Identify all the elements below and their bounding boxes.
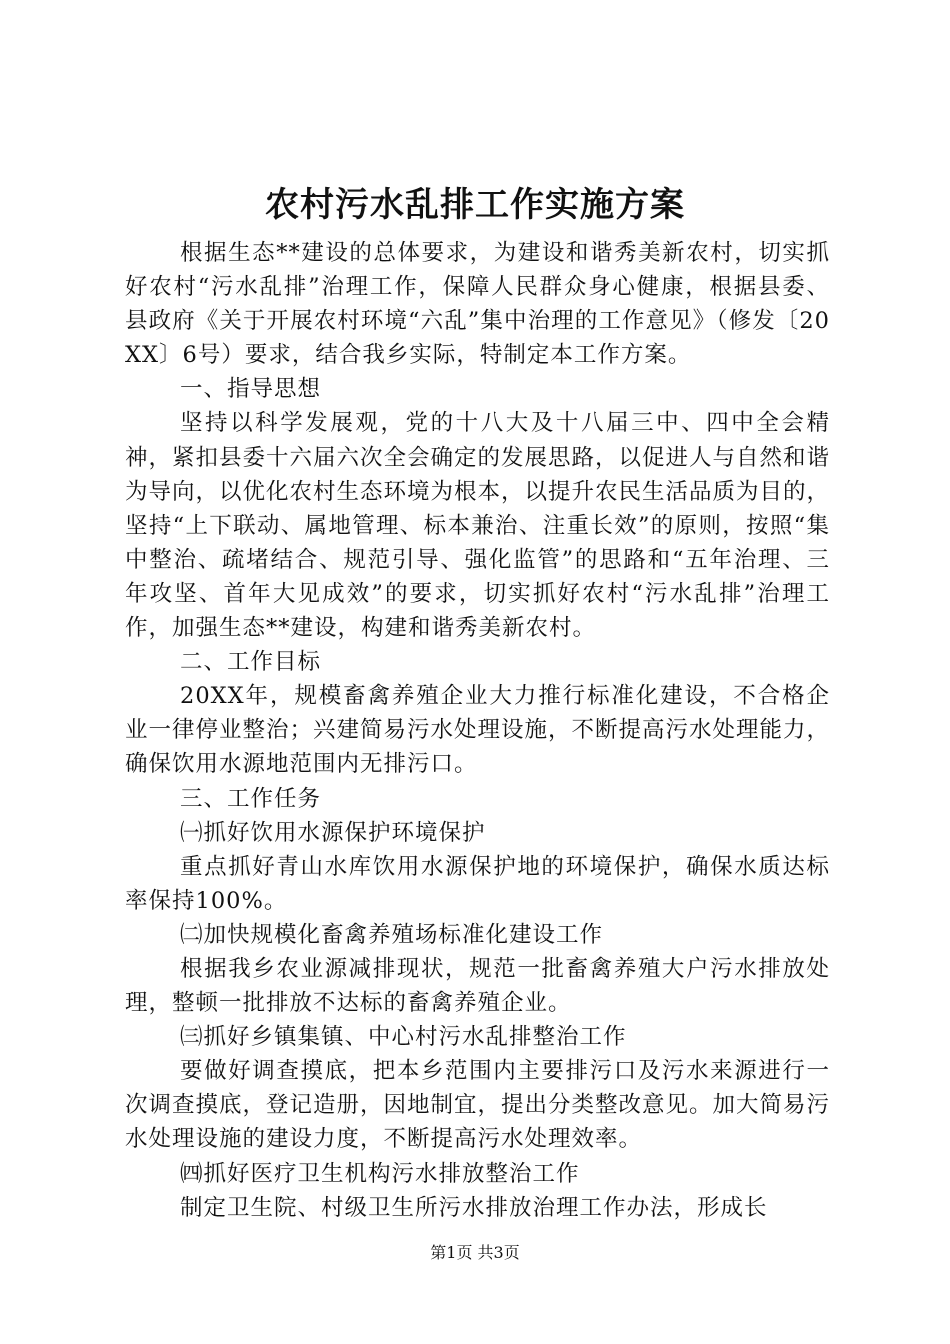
body-paragraph: 制定卫生院、村级卫生所污水排放治理工作办法，形成长 bbox=[180, 1194, 768, 1221]
document-title: 农村污水乱排工作实施方案 bbox=[265, 185, 685, 225]
section-heading: 一、指导思想 bbox=[180, 376, 322, 403]
subsection-heading: ㈠抓好饮用水源保护环境保护 bbox=[180, 819, 486, 846]
body-paragraph: 根据我乡农业源减排现状，规范一批畜禽养殖大户污水排放处理，整顿一批排放不达标的畜禽养殖企业。 bbox=[125, 955, 830, 1017]
page-footer: 第1页 共3页 bbox=[430, 1243, 520, 1262]
body-paragraph: 坚持以科学发展观，党的十八大及十八届三中、四中全会精神，紧扣县委十六届六次全会确定的发展思路，以促进人与自然和谐为导向，以优化农村生态环境为根本，以提升农民生活品质为目的，坚持“上下联动、属地管理、标本兼治、注重长效”的原则，按照“集中整治、疏堵结合、规范引导、强化监管”的思路和“五年治理、三年攻坚、首年大见成效”的要求，切实抓好农村“污水乱排”治理工作，加强生态**建设，构建和谐秀美新农村。 bbox=[125, 410, 831, 642]
subsection-heading: ㈢抓好乡镇集镇、中心村污水乱排整治工作 bbox=[180, 1024, 627, 1051]
intro-paragraph: 根据生态**建设的总体要求，为建设和谐秀美新农村，切实抓好农村“污水乱排”治理工作，保障人民群众身心健康，根据县委、县政府《关于开展农村环境“六乱”集中治理的工作意见》（修发〔20XX〕6号）要求，结合我乡实际，特制定本工作方案。 bbox=[125, 240, 830, 369]
body-paragraph: 重点抓好青山水库饮用水源保护地的环境保护，确保水质达标率保持100%。 bbox=[125, 853, 830, 914]
subsection-heading: ㈣抓好医疗卫生机构污水排放整治工作 bbox=[180, 1160, 580, 1187]
section-heading: 三、工作任务 bbox=[180, 785, 322, 812]
document-body bbox=[125, 236, 830, 1225]
body-paragraph: 20XX年，规模畜禽养殖企业大力推行标准化建设，不合格企业一律停业整治；兴建简易污水处理设施，不断提高污水处理能力，确保饮用水源地范围内无排污口。 bbox=[125, 683, 831, 778]
section-heading: 二、工作目标 bbox=[180, 649, 322, 676]
subsection-heading: ㈡加快规模化畜禽养殖场标准化建设工作 bbox=[180, 921, 604, 948]
body-paragraph: 要做好调查摸底，把本乡范围内主要排污口及污水来源进行一次调查摸底，登记造册，因地制宜，提出分类整改意见。加大简易污水处理设施的建设力度，不断提高污水处理效率。 bbox=[125, 1058, 831, 1153]
